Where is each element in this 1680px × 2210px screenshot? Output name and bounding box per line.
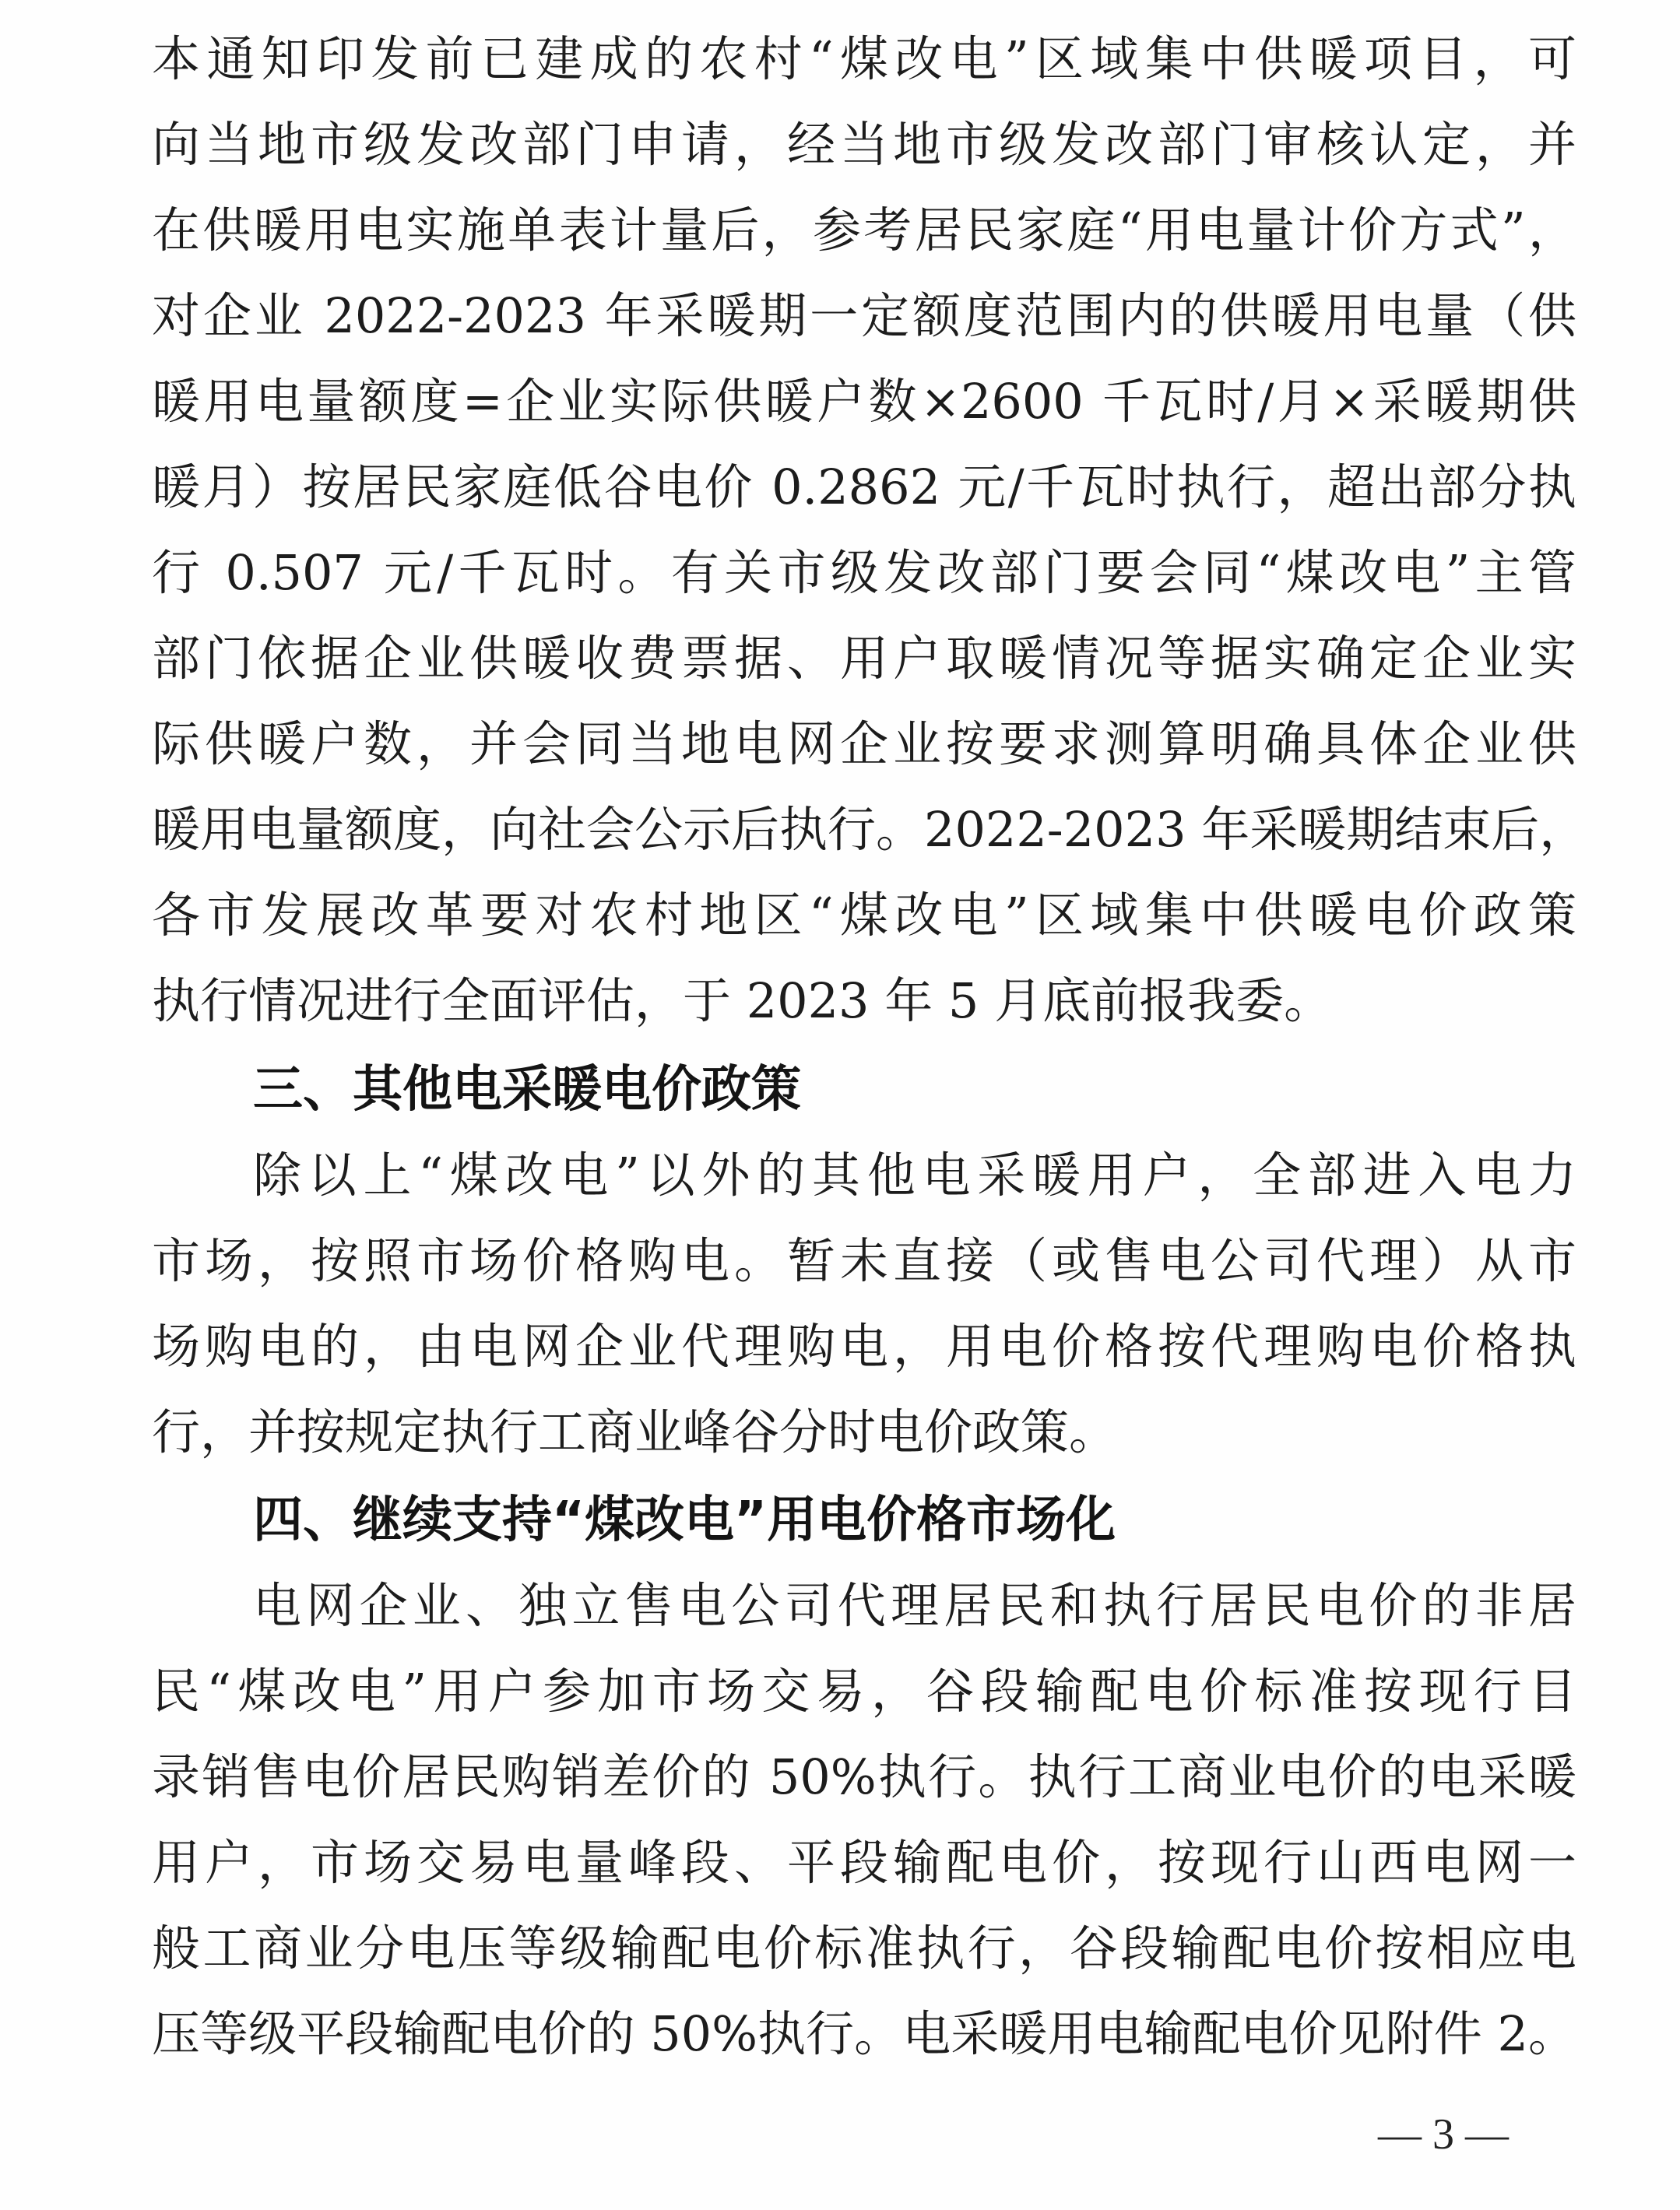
body-text-line: 本通知印发前已建成的农村“煤改电”区域集中供暖项目，可 [152,30,1576,87]
body-text-line: 向当地市级发改部门申请，经当地市级发改部门审核认定，并 [152,116,1576,173]
body-text-line: 电网企业、独立售电公司代理居民和执行居民电价的非居 [253,1577,1576,1634]
section-heading-4: 四、继续支持“煤改电”用电价格市场化 [253,1491,1116,1549]
body-text-line: 行，并按规定执行工商业峰谷分时电价政策。 [152,1404,1118,1460]
body-text-line: 部门依据企业供暖收费票据、用户取暖情况等据实确定企业实 [152,630,1576,687]
body-text-line: 暖用电量额度，向社会公示后执行。2022-2023 年采暖期结束后， [152,801,1588,858]
body-text-line: 暖用电量额度=企业实际供暖户数×2600 千瓦时/月×采暖期供 [152,373,1576,430]
body-text-line: 行 0.507 元/千瓦时。有关市级发改部门要会同“煤改电”主管 [152,544,1576,601]
body-text-line: 场购电的，由电网企业代理购电，用电价格按代理购电价格执 [152,1318,1576,1375]
body-text-line: 在供暖用电实施单表计量后，参考居民家庭“用电量计价方式”， [152,202,1576,258]
body-text-line: 际供暖户数，并会同当地电网企业按要求测算明确具体企业供 [152,715,1576,772]
body-text-line: 对企业 2022-2023 年采暖期一定额度范围内的供暖用电量（供 [152,287,1576,344]
body-text-line: 录销售电价居民购销差价的 50%执行。执行工商业电价的电采暖 [152,1748,1576,1805]
body-text-line: 市场，按照市场价格购电。暂未直接（或售电公司代理）从市 [152,1232,1576,1289]
body-text-line: 般工商业分电压等级输配电价标准执行，谷段输配电价按相应电 [152,1920,1576,1976]
body-text-line: 民“煤改电”用户参加市场交易，谷段输配电价标准按现行目 [152,1663,1576,1720]
page-number: — 3 — [1378,2110,1509,2159]
body-text-line: 暖月）按居民家庭低谷电价 0.2862 元/千瓦时执行，超出部分执 [152,459,1576,515]
section-heading-3: 三、其他电采暖电价政策 [253,1061,801,1119]
body-text-line: 压等级平段输配电价的 50%执行。电采暖用电输配电价见附件 2。 [152,2005,1576,2062]
body-text-line: 除以上“煤改电”以外的其他电采暖用户，全部进入电力 [253,1147,1576,1203]
body-text-line: 各市发展改革要对农村地区“煤改电”区域集中供暖电价政策 [152,887,1576,943]
body-text-line: 用户，市场交易电量峰段、平段输配电价，按现行山西电网一 [152,1834,1576,1891]
body-text-line: 执行情况进行全面评估，于 2023 年 5 月底前报我委。 [152,972,1333,1029]
